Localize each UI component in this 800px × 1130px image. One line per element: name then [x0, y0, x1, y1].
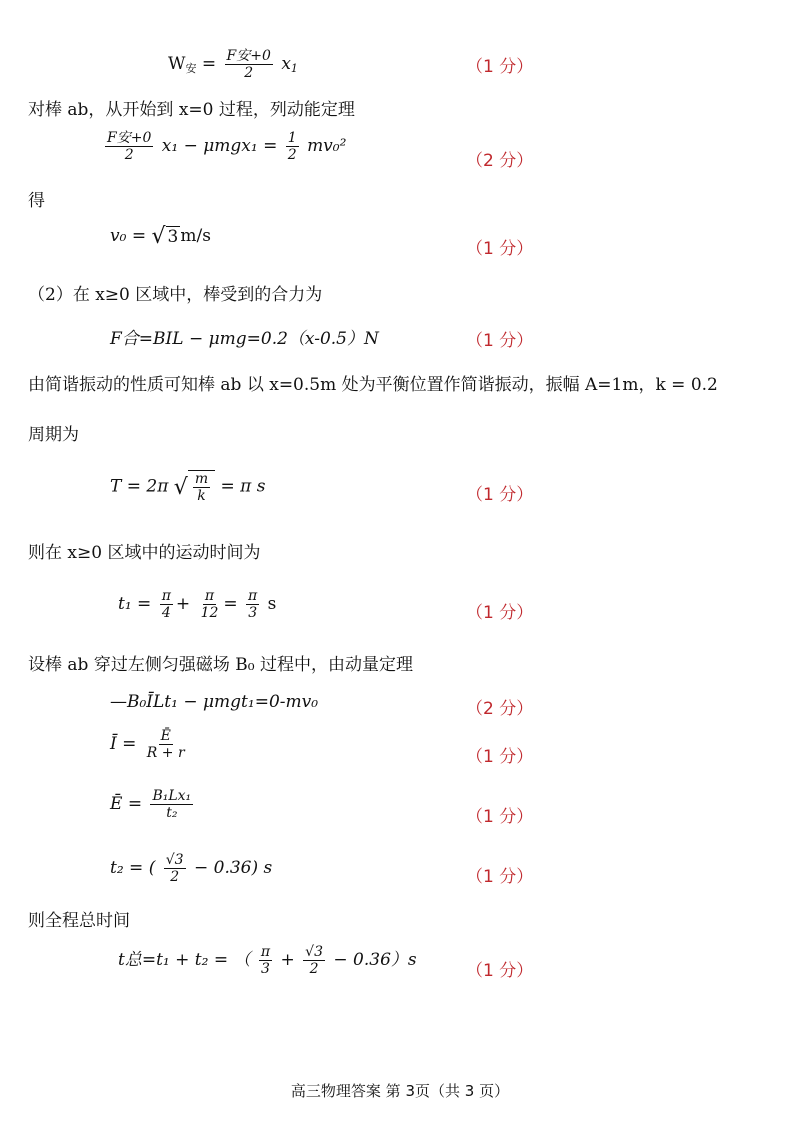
- equation-v0: v₀ = √ 3 m/s: [110, 224, 211, 249]
- score-label: （1 分）: [466, 57, 534, 77]
- equation-t1: t₁ = $\frac{\pi}{4}$ + $\frac{\pi}{12}$ = $\frac{\pi}{3}$ s: [118, 588, 277, 622]
- text-line: 则在 x≥0 区域中的运动时间为: [28, 543, 261, 563]
- score-label: （1 分）: [466, 603, 534, 623]
- equation-momentum: —B₀ĪLt₁ − μmgt₁=0-mv₀: [110, 692, 319, 712]
- text-line: （2）在 x≥0 区域中，棒受到的合力为: [28, 285, 323, 305]
- score-label: （1 分）: [466, 747, 534, 767]
- equation-total-time: t总=t₁ + t₂ = （ $\frac{\pi}{3}$ + $\frac{√3}{2}$ − 0.36）s: [118, 944, 417, 978]
- text-line: 得: [28, 191, 45, 211]
- equation-kinetic-energy: $\frac{\text{F安+0}}{2}$ x₁ − μmgx₁ = $\frac{1}{2}$ mv₀²: [107, 130, 347, 164]
- score-label: （1 分）: [466, 331, 534, 351]
- equation-avg-current: Ī = $\frac{Ē}{R + r}$: [110, 728, 185, 762]
- score-label: （1 分）: [466, 239, 534, 259]
- text-line: 周期为: [28, 425, 79, 445]
- score-label: （2 分）: [466, 151, 534, 171]
- equation-period: T = 2π √ $\frac{m}{k}$ = π s: [110, 471, 266, 505]
- text-line: 由简谐振动的性质可知棒 ab 以 x=0.5m 处为平衡位置作简谐振动，振幅 A=1m，k = 0.2: [28, 375, 718, 395]
- page-footer: 高三物理答案 第 3页（共 3 页）: [290, 1082, 510, 1100]
- score-label: （1 分）: [466, 485, 534, 505]
- text-line: 则全程总时间: [28, 911, 130, 931]
- text-line: 对棒 ab，从开始到 x=0 过程，列动能定理: [28, 100, 355, 120]
- score-label: （1 分）: [466, 867, 534, 887]
- score-label: （2 分）: [466, 699, 534, 719]
- score-label: （1 分）: [466, 807, 534, 827]
- equation-avg-emf: Ē = $\frac{\text{B₁Lx₁}}{\text{t₂}}$: [110, 788, 192, 822]
- text-line: 设棒 ab 穿过左侧匀强磁场 B₀ 过程中，由动量定理: [28, 655, 413, 675]
- equation-work-ampere: $W_安$ = $\frac{\text{F安+0}}{2}$ $x_1$: [168, 48, 298, 82]
- equation-t2: t₂ = ( $\frac{√3}{2}$ − 0.36) s: [110, 852, 273, 886]
- score-label: （1 分）: [466, 961, 534, 981]
- equation-net-force: F合=BIL − μmg=0.2（x-0.5）N: [110, 329, 379, 349]
